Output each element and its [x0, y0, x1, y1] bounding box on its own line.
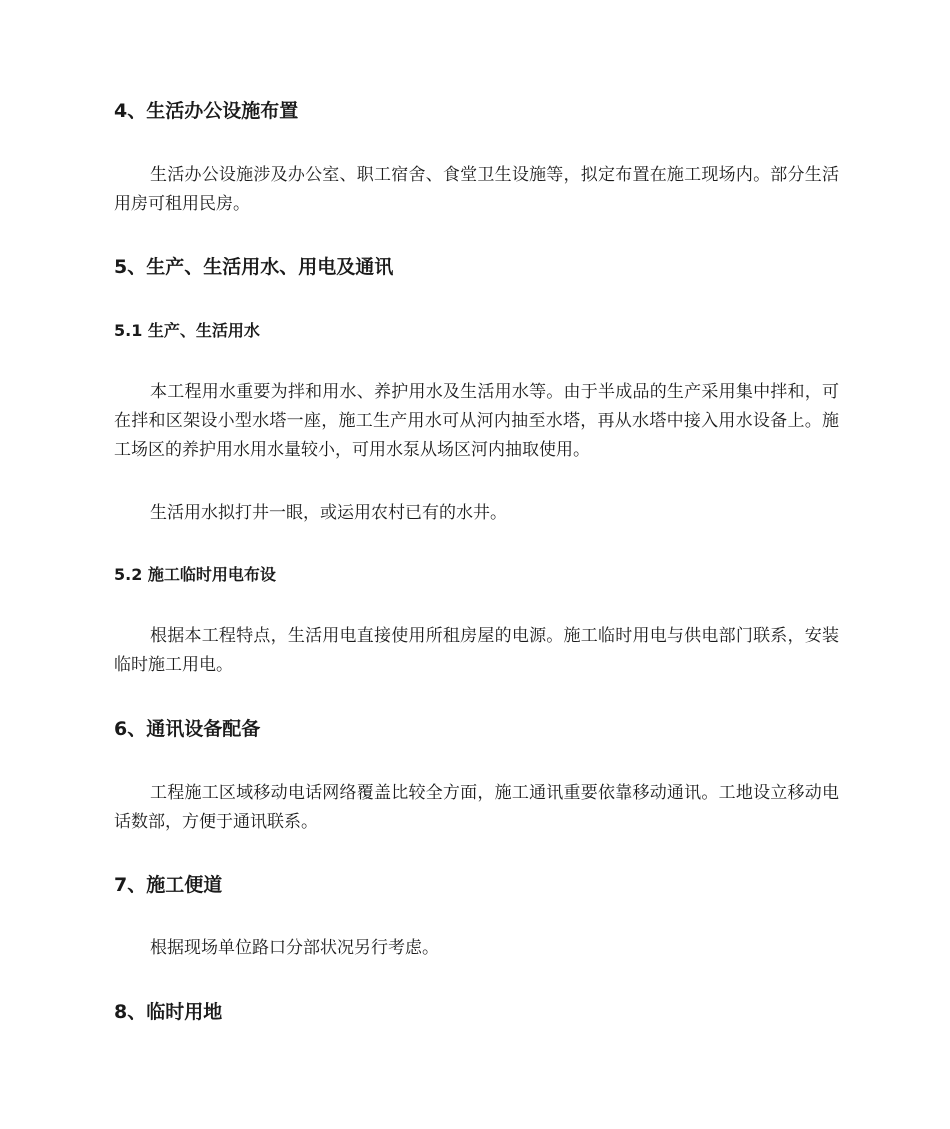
section-5-2-paragraph: 根据本工程特点，生活用电直接使用所租房屋的电源。施工临时用电与供电部门联系，安装临时施工用电。 — [114, 626, 839, 675]
section-5-1-paragraph-2: 生活用水拟打井一眼，或运用农村已有的水井。 — [150, 503, 507, 523]
section-5-heading: 5、生产、生活用水、用电及通讯 — [114, 256, 394, 278]
section-7-paragraph: 根据现场单位路口分部状况另行考虑。 — [150, 938, 439, 958]
section-5-1-heading: 5.1 生产、生活用水 — [114, 321, 260, 340]
section-8-heading: 8、临时用地 — [114, 1001, 223, 1023]
section-6-paragraph: 工程施工区域移动电话网络覆盖比较全方面，施工通讯重要依靠移动通讯。工地设立移动电话数部，方便于通讯联系。 — [114, 783, 839, 832]
section-4-heading: 4、生活办公设施布置 — [114, 100, 299, 122]
section-7-heading: 7、施工便道 — [114, 874, 223, 896]
section-4-paragraph: 生活办公设施涉及办公室、职工宿舍、食堂卫生设施等，拟定布置在施工现场内。部分生活用房可租用民房。 — [114, 165, 839, 214]
section-6-heading: 6、通讯设备配备 — [114, 718, 261, 740]
section-5-1-paragraph-1: 本工程用水重要为拌和用水、养护用水及生活用水等。由于半成品的生产采用集中拌和，可在拌和区架设小型水塔一座，施工生产用水可从河内抽至水塔，再从水塔中接入用水设备上。施工场区的养护用水用水量较小，可用水泵从场区河内抽取使用。 — [114, 382, 839, 460]
section-5-2-heading: 5.2 施工临时用电布设 — [114, 565, 276, 584]
